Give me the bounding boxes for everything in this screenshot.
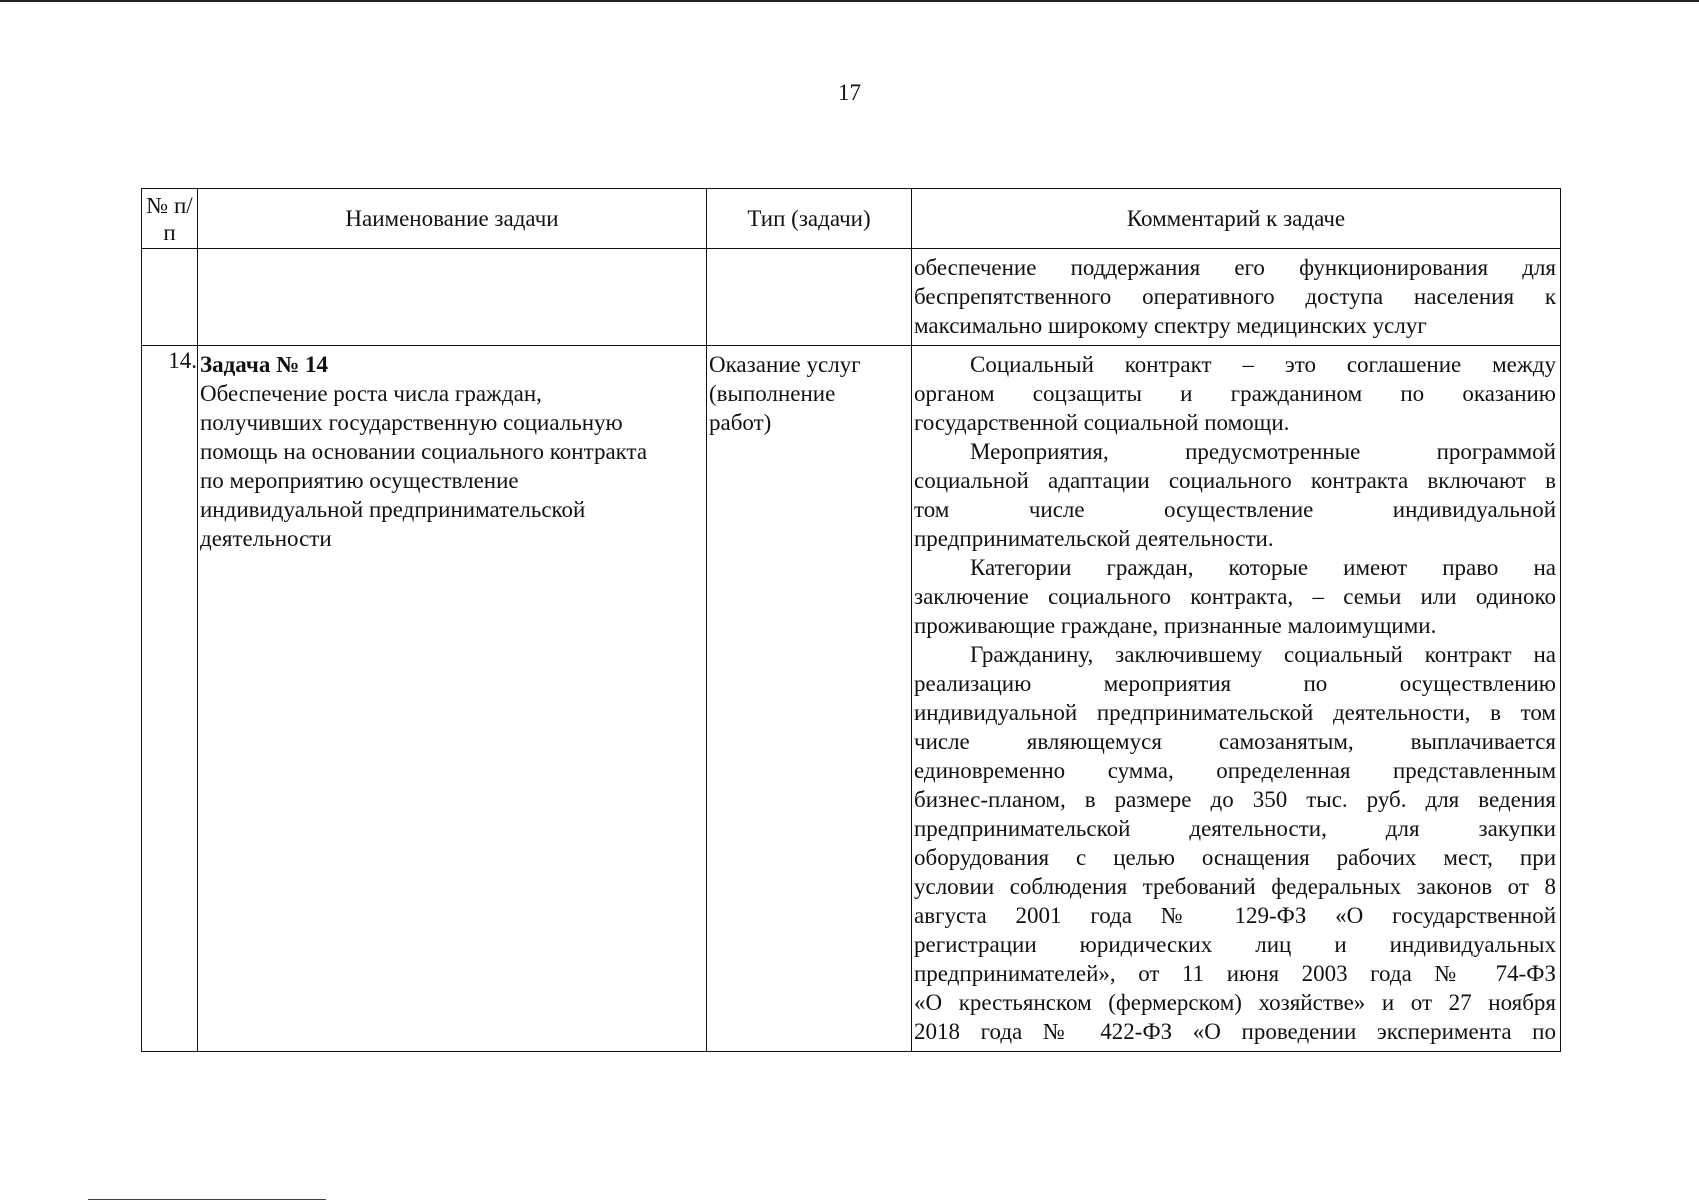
- row14-name-line: Обеспечение роста числа граждан,: [200, 381, 542, 406]
- comment-line: августа 2001 года № 129-ФЗ «О государственной: [914, 903, 1556, 928]
- comment-line: Социальный контракт – это соглашение между: [970, 352, 1556, 377]
- header-num-label: № п/п: [146, 192, 193, 245]
- header-num: [142, 189, 198, 249]
- cont-num-cell: [142, 249, 198, 346]
- comment-line: том числе осуществление индивидуальной: [914, 497, 1556, 522]
- row14-type-line: Оказание услуг: [709, 352, 861, 377]
- comment-line: Гражданину, заключившему социальный контракт на: [970, 642, 1556, 667]
- comment-line: Мероприятия, предусмотренные программой: [970, 439, 1556, 464]
- table-header-row: [142, 189, 1561, 249]
- comment-paragraph: [914, 350, 1556, 437]
- table-row-continuation: [142, 249, 1561, 346]
- comment-line: реализацию мероприятия по осуществлению: [914, 671, 1556, 696]
- table-row-14: [142, 346, 1561, 1052]
- page-number: 17: [838, 80, 861, 105]
- cont-type-cell: [707, 249, 912, 346]
- row14-type-cell: [707, 346, 912, 1052]
- comment-line: числе являющемуся самозанятым, выплачивается: [914, 729, 1556, 754]
- header-comment: Комментарий к задаче: [912, 189, 1561, 249]
- cont-comment-cell: [912, 249, 1561, 346]
- comment-line: оборудования с целью оснащения рабочих мест, при: [914, 845, 1556, 870]
- cont-comment-line: беспрепятственного оперативного доступа населения к: [914, 284, 1556, 309]
- comment-line: единовременно сумма, определенная представленным: [914, 758, 1556, 783]
- row14-name-line: получивших государственную социальную: [200, 410, 623, 435]
- row14-type-line: (выполнение: [709, 381, 836, 406]
- row14-name-line: деятельности: [200, 526, 332, 551]
- top-border-line: [0, 0, 1699, 2]
- comment-paragraph: [914, 437, 1556, 553]
- comment-line: государственной социальной помощи.: [914, 410, 1290, 435]
- row14-comment-cell: [912, 346, 1561, 1052]
- row14-name-line: индивидуальной предпринимательской: [200, 497, 586, 522]
- comment-line: социальной адаптации социального контракта включают в: [914, 468, 1556, 493]
- row14-title: Задача № 14: [200, 352, 328, 377]
- header-name: Наименование задачи: [198, 189, 707, 249]
- comment-line: 2018 года № 422-ФЗ «О проведении эксперимента по: [914, 1019, 1556, 1044]
- task-table: [141, 188, 1561, 1052]
- comment-line: предпринимательской деятельности, для закупки: [914, 816, 1556, 841]
- comment-paragraph: [914, 640, 1556, 1046]
- row14-name-line: по мероприятию осуществление: [200, 468, 519, 493]
- cont-name-cell: [198, 249, 707, 346]
- comment-line: условии соблюдения требований федеральных законов от 8: [914, 874, 1556, 899]
- comment-paragraph: [914, 553, 1556, 640]
- row14-name-cell: [198, 346, 707, 1052]
- comment-line: регистрации юридических лиц и индивидуальных: [914, 932, 1556, 957]
- cont-comment-line: максимально широкому спектру медицинских услуг: [914, 313, 1427, 338]
- comment-line: заключение социального контракта, – семьи или одиноко: [914, 584, 1556, 609]
- row14-type-line: работ): [709, 410, 772, 435]
- row14-name-line: помощь на основании социального контракта: [200, 439, 648, 464]
- comment-line: органом соцзащиты и гражданином по оказанию: [914, 381, 1556, 406]
- comment-line: проживающие граждане, признанные малоимущими.: [914, 613, 1437, 638]
- cont-comment-line: обеспечение поддержания его функционирования для: [914, 255, 1556, 280]
- row14-num: 14.: [142, 346, 198, 1052]
- comment-line: бизнес-планом, в размере до 350 тыс. руб. для ведения: [914, 787, 1556, 812]
- comment-line: «О крестьянском (фермерском) хозяйстве» и от 27 ноября: [914, 990, 1556, 1015]
- comment-line: предпринимательской деятельности.: [914, 526, 1274, 551]
- comment-line: предпринимателей», от 11 июня 2003 года № 74-ФЗ: [914, 961, 1556, 986]
- comment-line: индивидуальной предпринимательской деятельности, в том: [914, 700, 1556, 725]
- header-type: Тип (задачи): [707, 189, 912, 249]
- comment-line: Категории граждан, которые имеют право на: [970, 555, 1556, 580]
